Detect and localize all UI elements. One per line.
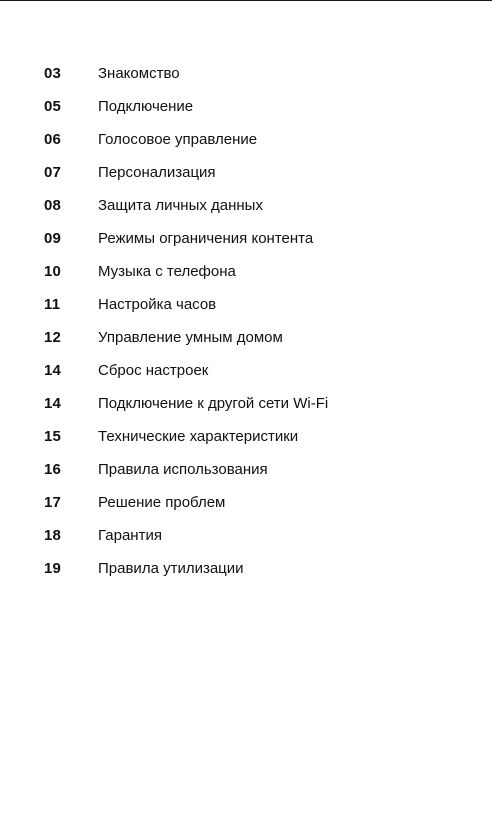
toc-page-number: 07 xyxy=(44,163,62,181)
toc-section-title: Режимы ограничения контента xyxy=(98,229,314,247)
toc-section-title: Знакомство xyxy=(98,64,180,82)
toc-entry[interactable] xyxy=(44,123,328,156)
toc-page-number: 12 xyxy=(44,328,62,346)
toc-entry[interactable] xyxy=(44,189,328,222)
toc-section-title: Настройка часов xyxy=(98,295,217,313)
toc-entry[interactable] xyxy=(44,354,328,387)
toc-section-title: Управление умным домом xyxy=(98,328,283,346)
toc-section-title: Защита личных данных xyxy=(98,196,263,214)
toc-page-number: 05 xyxy=(44,97,62,115)
toc-section-title: Подключение к другой сети Wi-Fi xyxy=(98,394,329,412)
toc-page-number: 19 xyxy=(44,559,62,577)
toc-section-title: Сброс настроек xyxy=(98,361,209,379)
toc-page-number: 10 xyxy=(44,262,62,280)
toc-section-title: Решение проблем xyxy=(98,493,226,511)
table-of-contents xyxy=(44,57,328,585)
toc-page-number: 11 xyxy=(44,295,61,313)
toc-section-title: Музыка с телефона xyxy=(98,262,236,280)
toc-page-number: 08 xyxy=(44,196,62,214)
toc-entry[interactable] xyxy=(44,321,328,354)
toc-entry[interactable] xyxy=(44,387,328,420)
toc-section-title: Правила использования xyxy=(98,460,268,478)
toc-section-title: Персонализация xyxy=(98,163,216,181)
toc-page-number: 17 xyxy=(44,493,62,511)
toc-entry[interactable] xyxy=(44,453,328,486)
toc-page-number: 09 xyxy=(44,229,62,247)
toc-entry[interactable] xyxy=(44,57,328,90)
toc-entry[interactable] xyxy=(44,288,328,321)
toc-section-title: Гарантия xyxy=(98,526,162,544)
toc-entry[interactable] xyxy=(44,90,328,123)
toc-page-number: 18 xyxy=(44,526,62,544)
toc-page-number: 14 xyxy=(44,394,62,412)
toc-section-title: Правила утилизации xyxy=(98,559,244,577)
toc-entry[interactable] xyxy=(44,420,328,453)
toc-entry[interactable] xyxy=(44,222,328,255)
toc-entry[interactable] xyxy=(44,156,328,189)
toc-page-number: 06 xyxy=(44,130,62,148)
toc-entry[interactable] xyxy=(44,552,328,585)
toc-page-number: 16 xyxy=(44,460,62,478)
toc-entry[interactable] xyxy=(44,519,328,552)
toc-entry[interactable] xyxy=(44,486,328,519)
toc-section-title: Подключение xyxy=(98,97,194,115)
toc-section-title: Технические характеристики xyxy=(98,427,299,445)
top-divider xyxy=(0,0,492,1)
toc-page-number: 03 xyxy=(44,64,62,82)
toc-entry[interactable] xyxy=(44,255,328,288)
toc-page-number: 15 xyxy=(44,427,62,445)
toc-page-number: 14 xyxy=(44,361,62,379)
toc-section-title: Голосовое управление xyxy=(98,130,258,148)
